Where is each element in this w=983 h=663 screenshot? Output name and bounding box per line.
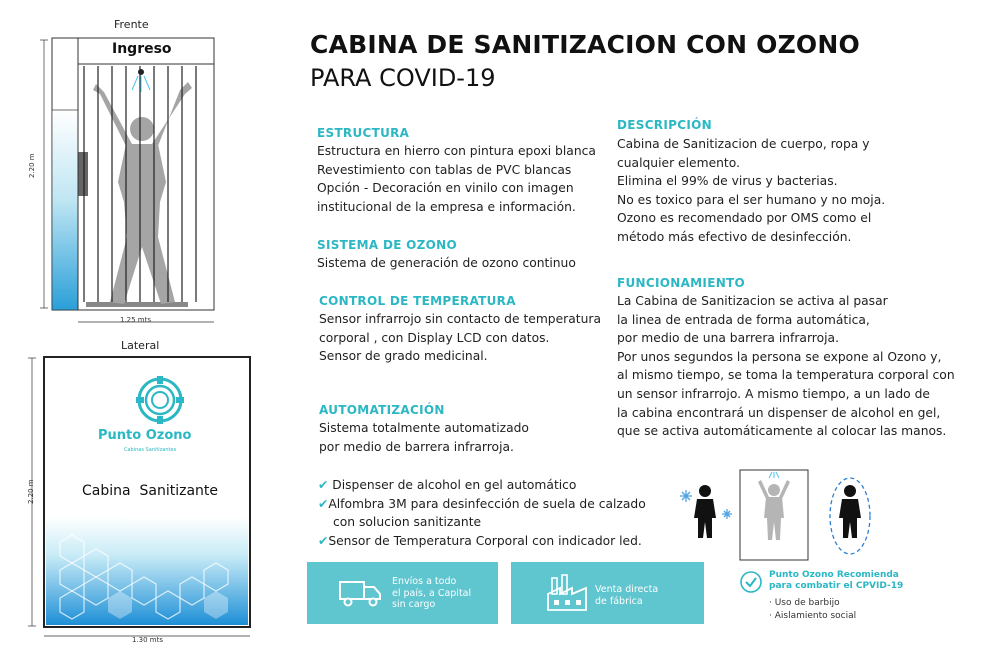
funcionamiento-heading: FUNCIONAMIENTO [617,276,746,290]
side-height-label: 2.20 m [27,479,35,504]
sistema-body: Sistema de generación de ozono continuo [317,256,576,270]
check-icon: ✔ [318,533,329,548]
check-icon: ✔ [318,478,329,492]
funcionamiento-body: La Cabina de Sanitizacion se activa al pasar la linea de entrada de forma automática, por medio de una barrera infrarroja. Por unos segundos la persona se expone al Ozono y, al mismo tiempo, se toma la temperatura corporal con un sensor infrarrojo. A mismo tiempo, a un lado de la cabina encontrará un dispenser de alcohol en gel, que se activa automáticamente al colocar las manos. [617,294,955,439]
checklist-item: ✔ Dispenser de alcohol en gel automático [318,478,577,492]
automatizacion-heading: AUTOMATIZACIÓN [319,403,445,417]
checklist-item: ✔Sensor de Temperatura Corporal con indicador led. [318,533,642,548]
logo-text: Punto Ozono [98,428,192,443]
truck-icon [339,579,383,609]
recommend-list [769,597,856,622]
front-view-drawing [30,32,220,332]
estructura-heading: ESTRUCTURA [317,126,410,140]
descripcion-body: Cabina de Sanitizacion de cuerpo, ropa y cualquier elemento. Elimina el 99% de virus y bacterias. No es toxico para el ser humano y no moja. Ozono es recomendado por OMS como el método más efectivo de desinfección. [617,137,886,244]
factory-icon [546,574,590,612]
check-circle-icon [739,570,763,594]
control-heading: CONTROL DE TEMPERATURA [319,294,516,308]
descripcion-heading: DESCRIPCIÓN [617,118,712,132]
check-icon: ✔ [318,496,329,511]
factory-text: Venta directa de fábrica [595,584,659,607]
recommend-title: Punto Ozono Recomienda para combatir el CPVID-19 [769,570,904,591]
factory-box [511,562,704,624]
sistema-heading: SISTEMA DE OZONO [317,238,458,252]
shipping-text: Envíos a todo el país, a Capital sin cargo [392,576,472,610]
estructura-body: Estructura en hierro con pintura epoxi blanca Revestimiento con tablas de PVC blancas Opción - Decoración en vinilo con imagen institucional de la empresa e información. [317,144,596,214]
recommend-item: · Aislamiento social [769,610,857,621]
recommend-item: · Uso de barbijo [769,598,840,608]
automatizacion-body: Sistema totalmente automatizado por medio de barrera infrarroja. [319,421,529,454]
page-title: CABINA DE SANITIZACION CON OZONO [310,30,860,59]
front-height-label: 2.20 m [28,153,36,178]
people-illustration [672,466,882,566]
checklist-item-continuation: con solucion sanitizante [333,515,482,530]
page-subtitle: PARA COVID-19 [310,64,496,92]
cabin-label: Cabina Sanitizante [82,483,218,499]
side-caption: Lateral [121,339,160,352]
shipping-box [307,562,498,624]
front-width-label: 1.25 mts [120,316,152,324]
feature-checklist [318,476,646,550]
control-body: Sensor infrarrojo sin contacto de temperatura corporal , con Display LCD con datos. Sensor de grado medicinal. [319,312,601,364]
side-width-label: 1.30 mts [132,636,164,644]
checklist-item: ✔Alfombra 3M para desinfección de suela de calzado [318,496,646,511]
logo-subtext: Cabinas Sanitizantes [124,447,177,453]
front-caption: Frente [114,18,149,31]
entrance-label: Ingreso [112,41,172,57]
